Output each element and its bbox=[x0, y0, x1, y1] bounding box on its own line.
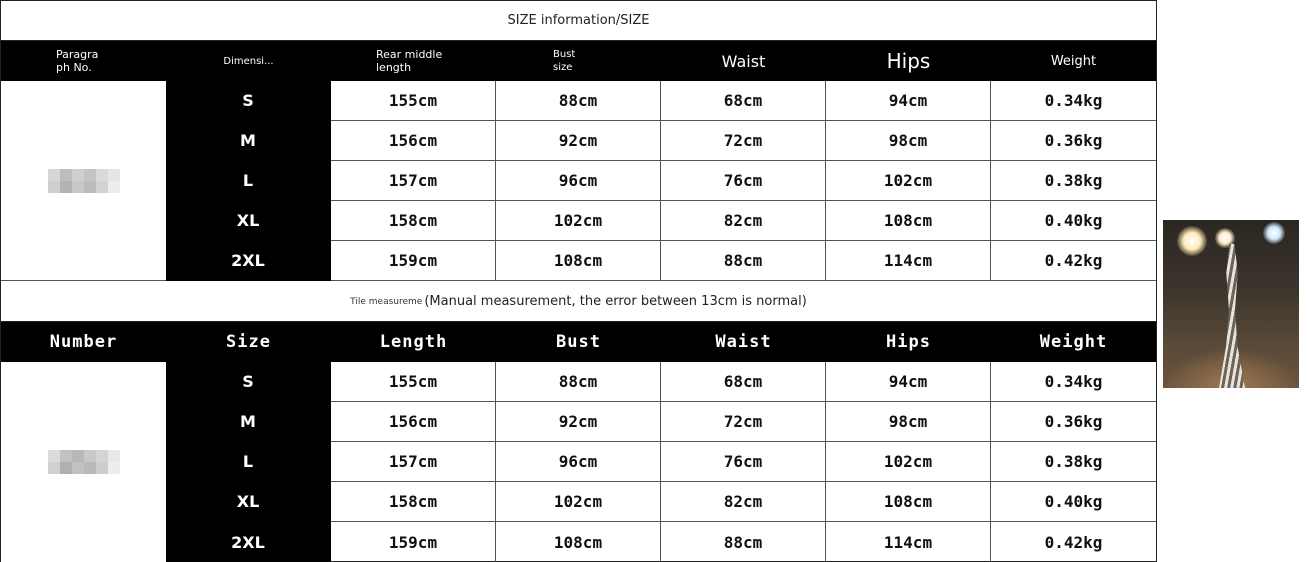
table1-header-number bbox=[56, 41, 166, 81]
size-cell: S bbox=[166, 81, 331, 121]
table-row bbox=[1, 482, 1156, 522]
table-row bbox=[1, 362, 1156, 402]
measurement-note bbox=[1, 282, 1156, 322]
studio-light-icon bbox=[1177, 226, 1207, 256]
table-row bbox=[1, 402, 1156, 442]
weight-cell: 0.40kg bbox=[991, 201, 1156, 241]
weight-cell: 0.36kg bbox=[991, 121, 1156, 161]
weight-cell: 0.34kg bbox=[991, 81, 1156, 121]
table1-header-length-label: Rear middle length bbox=[376, 48, 443, 74]
bust-cell: 96cm bbox=[496, 442, 661, 482]
gown-figure bbox=[1219, 244, 1245, 388]
table1-header-number-label: Paragra ph No. bbox=[56, 48, 99, 74]
table2-header-number: Number bbox=[49, 332, 118, 352]
size-cell: 2XL bbox=[166, 241, 331, 281]
table1-header-hips-label: Hips bbox=[886, 49, 931, 73]
size-chart-title: SIZE information/SIZE bbox=[1, 1, 1156, 41]
waist-cell: 72cm bbox=[661, 121, 826, 161]
hips-cell: 102cm bbox=[826, 161, 991, 201]
table1-header-hips bbox=[826, 41, 991, 81]
size-cell: XL bbox=[166, 201, 331, 241]
weight-cell: 0.38kg bbox=[991, 161, 1156, 201]
waist-cell: 88cm bbox=[661, 241, 826, 281]
bust-cell: 92cm bbox=[496, 402, 661, 442]
length-cell: 156cm bbox=[331, 402, 496, 442]
length-cell: 158cm bbox=[331, 201, 496, 241]
weight-cell: 0.38kg bbox=[991, 442, 1156, 482]
table-row bbox=[1, 442, 1156, 482]
length-cell: 157cm bbox=[331, 442, 496, 482]
weight-cell: 0.36kg bbox=[991, 402, 1156, 442]
table1-header-waist bbox=[661, 41, 826, 81]
hips-cell: 94cm bbox=[826, 81, 991, 121]
hips-cell: 114cm bbox=[826, 522, 991, 562]
size-cell: 2XL bbox=[166, 522, 331, 562]
bust-cell: 108cm bbox=[496, 522, 661, 562]
table1-header-size bbox=[166, 41, 331, 81]
hips-cell: 98cm bbox=[826, 121, 991, 161]
size-cell: M bbox=[166, 402, 331, 442]
bust-cell: 92cm bbox=[496, 121, 661, 161]
table1-header bbox=[1, 41, 1156, 81]
hips-cell: 108cm bbox=[826, 482, 991, 522]
table2-header-weight: Weight bbox=[1039, 332, 1108, 352]
waist-cell: 68cm bbox=[661, 362, 826, 402]
table1-header-size-label: Dimensi... bbox=[223, 55, 274, 67]
table2-header-bust: Bust bbox=[556, 332, 601, 352]
weight-cell: 0.34kg bbox=[991, 362, 1156, 402]
waist-cell: 68cm bbox=[661, 81, 826, 121]
size-cell: L bbox=[166, 161, 331, 201]
waist-cell: 76cm bbox=[661, 161, 826, 201]
table1-header-weight bbox=[991, 41, 1156, 81]
measurement-note-label: Tile measureme bbox=[350, 296, 423, 307]
table1-header-waist-label: Waist bbox=[721, 51, 766, 71]
table2-header bbox=[1, 322, 1156, 362]
length-cell: 155cm bbox=[331, 362, 496, 402]
waist-cell: 76cm bbox=[661, 442, 826, 482]
table-row bbox=[1, 121, 1156, 161]
product-thumbnail[interactable] bbox=[1163, 220, 1299, 388]
bust-cell: 88cm bbox=[496, 362, 661, 402]
hips-cell: 108cm bbox=[826, 201, 991, 241]
size-cell: XL bbox=[166, 482, 331, 522]
table-row bbox=[1, 522, 1156, 562]
studio-light-icon bbox=[1263, 222, 1285, 244]
waist-cell: 72cm bbox=[661, 402, 826, 442]
hips-cell: 98cm bbox=[826, 402, 991, 442]
table-row bbox=[1, 241, 1156, 281]
length-cell: 155cm bbox=[331, 81, 496, 121]
waist-cell: 82cm bbox=[661, 482, 826, 522]
size-cell: S bbox=[166, 362, 331, 402]
hips-cell: 94cm bbox=[826, 362, 991, 402]
table2-header-length: Length bbox=[379, 332, 448, 352]
length-cell: 158cm bbox=[331, 482, 496, 522]
table1-header-bust bbox=[553, 41, 661, 81]
table-row bbox=[1, 201, 1156, 241]
measurement-note-text: (Manual measurement, the error between 13cm is normal) bbox=[424, 294, 807, 309]
table2-header-waist: Waist bbox=[715, 332, 772, 352]
table1-header-bust-label: Bust size bbox=[553, 49, 576, 73]
weight-cell: 0.42kg bbox=[991, 241, 1156, 281]
table2-header-hips: Hips bbox=[886, 332, 931, 352]
bust-cell: 96cm bbox=[496, 161, 661, 201]
waist-cell: 82cm bbox=[661, 201, 826, 241]
size-cell: L bbox=[166, 442, 331, 482]
weight-cell: 0.40kg bbox=[991, 482, 1156, 522]
bust-cell: 108cm bbox=[496, 241, 661, 281]
length-cell: 156cm bbox=[331, 121, 496, 161]
length-cell: 157cm bbox=[331, 161, 496, 201]
length-cell: 159cm bbox=[331, 522, 496, 562]
bust-cell: 102cm bbox=[496, 201, 661, 241]
waist-cell: 88cm bbox=[661, 522, 826, 562]
table-row bbox=[1, 161, 1156, 201]
length-cell: 159cm bbox=[331, 241, 496, 281]
hips-cell: 102cm bbox=[826, 442, 991, 482]
bust-cell: 102cm bbox=[496, 482, 661, 522]
bust-cell: 88cm bbox=[496, 81, 661, 121]
weight-cell: 0.42kg bbox=[1044, 532, 1103, 552]
table2-header-size: Size bbox=[226, 332, 271, 352]
table1-header-length bbox=[376, 41, 496, 81]
size-cell: M bbox=[166, 121, 331, 161]
table1-header-weight-label: Weight bbox=[1050, 53, 1097, 69]
table-row bbox=[1, 81, 1156, 121]
hips-cell: 114cm bbox=[826, 241, 991, 281]
